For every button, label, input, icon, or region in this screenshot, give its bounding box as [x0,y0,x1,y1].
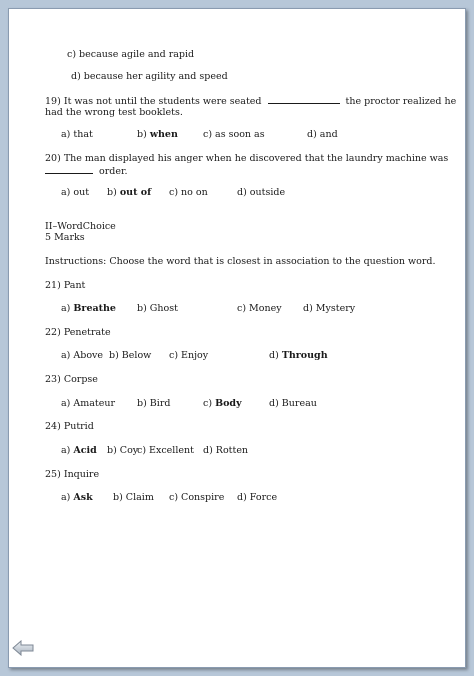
q20-stem-line2 [45,165,128,177]
q24-option-a-letter: a) [61,445,71,456]
section-instructions: Instructions: Choose the word that is closest in association to the question word. [45,256,436,267]
q22-option-d [269,350,328,361]
q19-option-a: a) that [61,129,93,140]
q25-option-d: d) Force [237,492,278,503]
q19-option-b-answer: when [149,129,178,140]
q19-stem-part1: 19) It was not until the students were seated [45,96,262,107]
q23-option-c [203,398,242,409]
q24-stem: 24) Putrid [45,421,94,432]
q18-option-d: d) because her agility and speed [71,71,228,82]
q25-option-a-letter: a) [61,492,71,503]
q19-blank [268,95,340,104]
q20-option-a: a) out [61,187,90,198]
q23-option-d: d) Bureau [269,398,317,409]
q19-stem-line2: had the wrong test booklets. [45,107,183,118]
q22-option-b: b) Below [109,350,152,361]
q22-stem: 22) Penetrate [45,327,111,338]
q19-option-d: d) and [307,129,338,140]
q24-option-c: c) Excellent [137,445,194,456]
q25-option-a-answer: Ask [73,492,93,503]
q21-option-a-answer: Breathe [73,303,116,314]
q20-option-d: d) outside [237,187,286,198]
q24-option-a [61,445,97,456]
q22-option-d-letter: d) [269,350,279,361]
q20-option-b-letter: b) [107,187,117,198]
q19-stem-part2: the proctor realized he [345,96,457,107]
q23-option-c-answer: Body [215,398,242,409]
q22-option-d-answer: Through [281,350,328,361]
q20-option-c: c) no on [169,187,208,198]
q24-option-d: d) Rotten [203,445,249,456]
q25-option-c: c) Conspire [169,492,225,503]
q20-stem: 20) The man displayed his anger when he discovered that the laundry machine was [45,153,449,164]
q22-option-c: c) Enjoy [169,350,209,361]
q20-option-b [107,187,151,198]
q20-blank [45,165,93,174]
q21-option-a [61,303,116,314]
q20-stem-part2: order. [99,166,128,177]
section-title: II–WordChoice [45,221,116,232]
q21-option-a-letter: a) [61,303,71,314]
q23-option-b: b) Bird [137,398,171,409]
q24-option-a-answer: Acid [73,445,97,456]
section-marks: 5 Marks [45,232,85,243]
q21-option-b: b) Ghost [137,303,178,314]
q23-option-c-letter: c) [203,398,213,409]
q21-stem: 21) Pant [45,280,86,291]
document-page [8,8,466,668]
q22-option-a: a) Above [61,350,104,361]
q19-option-b-letter: b) [137,129,147,140]
q25-option-a [61,492,93,503]
q25-stem: 25) Inquire [45,469,100,480]
q20-option-b-answer: out of [119,187,152,198]
q18-option-c: c) because agile and rapid [67,49,195,60]
q23-option-a: a) Amateur [61,398,116,409]
q19-option-b [137,129,178,140]
q21-option-d: d) Mystery [303,303,356,314]
q19-stem [45,95,456,107]
q24-option-b: b) Coy [107,445,139,456]
q21-option-c: c) Money [237,303,282,314]
q23-stem: 23) Corpse [45,374,98,385]
q19-option-c: c) as soon as [203,129,265,140]
back-arrow-icon[interactable] [12,640,34,656]
q25-option-b: b) Claim [113,492,154,503]
